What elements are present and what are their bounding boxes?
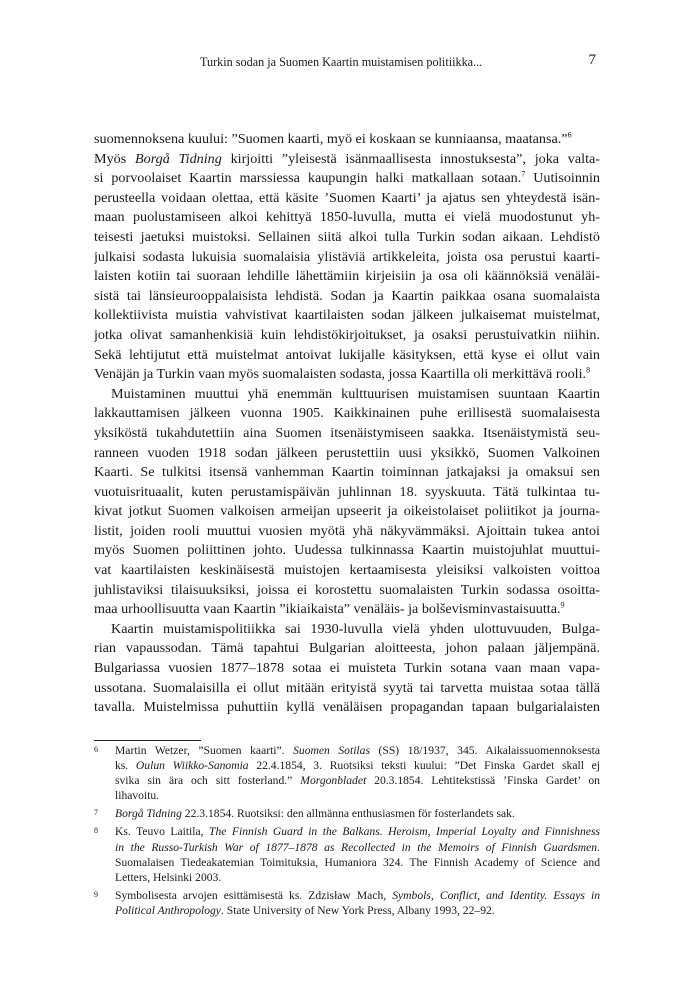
- footnote-line: ks. Oulun Wiikko-Sanomia 22.4.1854, 3. Ruotsiksi teksti kuului: ”Det Finska Gardet skall ej: [115, 759, 600, 773]
- body-line: jotka olivat samanhenkisiä kuin lehdistökirjoitukset, ja osaksi perustuivatkin niihin.: [94, 326, 600, 343]
- footnote-number: 6: [94, 745, 98, 754]
- body-line: laisten kotiin tai suoraan lehdille lähettämiin kirjeisiin ja osa oli käännöksiä venäläi-: [94, 268, 600, 285]
- body-line: kivat jotkut Suomen valkoisen armeijan upseerit ja oikeistolaiset poliitikot ja journa-: [94, 503, 600, 520]
- body-line: lakkauttamisen jälkeen vuonna 1905. Kaikkinainen puhe erillisestä suomalaisesta: [94, 405, 600, 422]
- footnote-line: Martin Wetzer, ”Suomen kaarti”. Suomen Sotilas (SS) 18/1937, 345. Aikalaissuomennoksesta: [115, 744, 600, 757]
- footnote-line: Borgå Tidning 22.3.1854. Ruotsiksi: den allmänna enthusiasmen för fosterlandets sak.: [115, 807, 515, 821]
- body-line: kollektiivista muistia vahvistivat kaartilaisten sodan jälkeen julkaisemat muistelmat,: [94, 307, 600, 324]
- body-line: maan puolustamiseen alkoi kehittyä 1850-luvulla, mutta ei vielä muodostunut yh-: [94, 209, 600, 226]
- body-line: suomennoksena kuului: ”Suomen kaarti, myö ei koskaan se kunniaansa, maatansa.”$^6$: [94, 130, 572, 147]
- body-line: yksiköstä tukahdutettiin aina Suomen itsenäistymiseen saakka. Itsenäistymistä seu-: [94, 424, 600, 441]
- running-title: Turkin sodan ja Suomen Kaartin muistamisen politiikka...: [200, 55, 483, 69]
- footnote-text: [115, 824, 600, 884]
- footnote-line: lihavoitu.: [115, 789, 160, 803]
- footnote-line: Ks. Teuvo Laitila, The Finnish Guard in the Balkans. Heroism, Imperial Loyalty and Finnishness: [115, 825, 600, 839]
- body-line: listit, joiden rooli muuttui vuosien myötä yhä näkyvämmäksi. Ajoittain tukea antoi: [94, 522, 600, 539]
- body-text: [94, 130, 600, 718]
- footnote-line: svika sin ära och sitt fosterland.” Morgonbladet 20.3.1854. Lehtitekstissä ’Finska Gardet’ on: [115, 774, 600, 788]
- body-line: Kaartin muistamispolitiikka sai 1930-luvulla vielä yhden ulottuvuuden, Bulga-: [111, 620, 600, 637]
- body-line: si porvoolaiset Kaartin marssiessa kaupungin halki matkallaan sotaan.$^7$ Uutisoinnin: [94, 169, 600, 187]
- body-line: julkaisi sodasta lukuisia suomalaisia ylistäviä artikkeleita, joista osa perustui kaarti-: [94, 248, 600, 265]
- footnote-line: in the Russo-Turkish War of 1877–1878 as Recollected in the Memoirs of Finnish Guardsmen.: [115, 840, 600, 854]
- footnote-number: 7: [94, 808, 98, 818]
- footnote-text: [115, 743, 600, 803]
- body-line: Kaarti. Se tulkitsi itsensä vanhemman Kaartin toiminnan jatkajaksi ja omaksui sen: [94, 464, 600, 481]
- footnote-line: Suomalaisen Tiedeakatemian Toimituksia, Humaniora 324. The Finnish Academy of Science and: [115, 855, 600, 869]
- footnote-line: Symbolisesta arvojen esittämisestä ks. Zdzisław Mach, Symbols, Conflict, and Identity. Essays in: [115, 888, 600, 902]
- body-line: vat kaartilaisten keskinäisestä muistojen kertaamisesta yleisiksi valkoisten voittoa: [94, 562, 600, 579]
- body-line: myös Suomen poliittinen johto. Uudessa tulkinnassa Kaartin muistojuhlat muuttui-: [94, 542, 600, 559]
- body-line: teisesti jaetuksi muistoksi. Sellainen siitä alkoi tulla Turkin sodan aikaan. Lehdistö: [94, 228, 600, 245]
- body-line: sistä tai länsieurooppalaisista lehdistä. Sodan ja Kaartin paikkaa osana suomalaista: [94, 287, 600, 304]
- body-line: Venäjän ja Turkin vaan myös suomalaisten sodasta, jossa Kaartilla oli merkittävä rooli.$^8$: [94, 365, 591, 383]
- footnote-text: [115, 806, 600, 821]
- body-line: ranneen vuoden 1918 sodan jälkeen perustettiin uusi yksikkö, Suomen Valkoinen: [94, 444, 600, 461]
- footnote: [94, 743, 600, 803]
- body-line: Muistaminen muuttui yhä enemmän kulttuurisen muistamisen suuntaan Kaartin: [111, 385, 600, 402]
- running-header: [94, 52, 600, 72]
- footnote: [94, 888, 600, 918]
- body-line: ussotana. Suomalaisilla ei ollut mitään erityistä syytä tai tarvetta muistaa sotaa tällä: [94, 679, 600, 696]
- footnote-separator: [94, 740, 201, 741]
- body-line: Myös Borgå Tidning kirjoitti ”yleisestä isänmaallisesta innostuksesta”, joka valta-: [94, 150, 600, 167]
- body-line: vuotuisrituaalit, kuten perustamispäivän juhlinnan 18. syyskuuta. Tätä tulkintaa tu-: [94, 483, 600, 500]
- footnote: [94, 824, 600, 884]
- footnote-line: Political Anthropology. State University of New York Press, Albany 1993, 22–92.: [115, 903, 495, 917]
- body-line: tavalla. Muistelmissa puhuttiin kyllä venäläisen propagandan tapaan bulgarialaisten: [94, 699, 600, 716]
- body-line: perusteella voidaan olettaa, että käsite ’Suomen Kaarti’ ja ajatus sen yhteydestä isän-: [94, 189, 600, 206]
- body-line: juhlistaviksi tilaisuuksiksi, joissa ei korostettu suomalaisten Turkin sodassa osoitta-: [94, 581, 600, 598]
- footnote-number: 9: [94, 889, 98, 899]
- body-line: Bulgariassa vuosien 1877–1878 sotaa ei muisteta Turkin sotana vaan maan vapa-: [94, 660, 600, 677]
- footnote-line: Letters, Helsinki 2003.: [115, 870, 222, 884]
- footnote-number: 8: [94, 826, 98, 836]
- body-line: maa urhoollisuutta vaan Kaartin ”ikiaikaista” venäläis- ja bolševisminvastaisuutta.$^9$: [94, 600, 565, 618]
- footnote-text: [115, 888, 600, 918]
- footnotes: [94, 743, 600, 921]
- page-number: 7: [588, 52, 596, 68]
- body-line: Sekä lehtijutut että muistelmat antoivat lukijalle käsityksen, että kyse ei ollut vain: [94, 346, 600, 363]
- footnote: [94, 806, 600, 821]
- body-line: rian vapaussodan. Tämä tapahtui Bulgarian aloitteesta, johon palaan jäljempänä.: [94, 640, 600, 657]
